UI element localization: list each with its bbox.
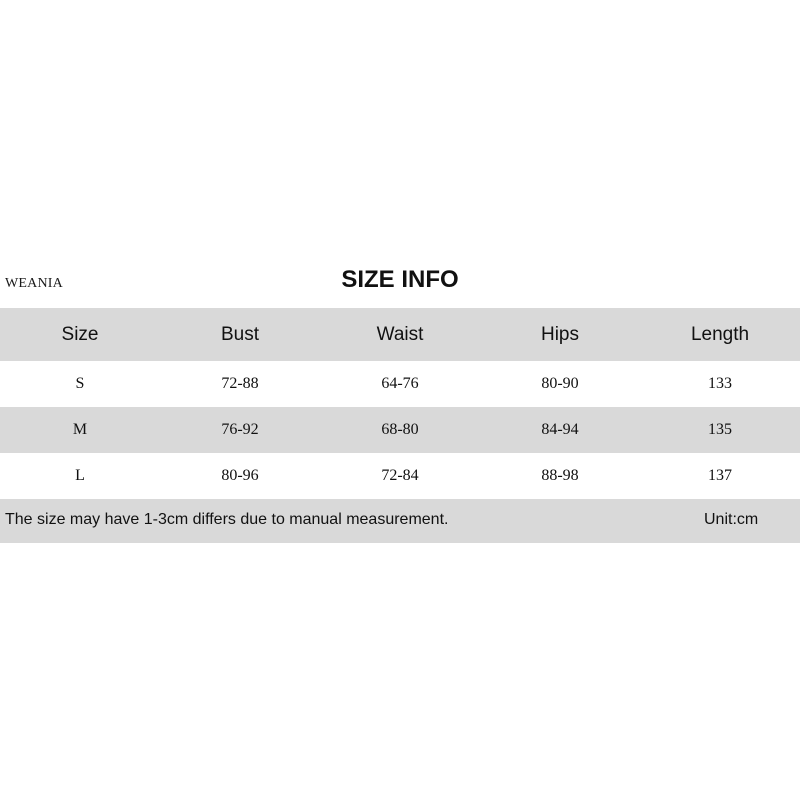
table-row [0, 453, 800, 499]
table-header-row [0, 308, 800, 361]
cell-waist: 72-84 [381, 467, 419, 484]
cell-size: L [75, 467, 85, 484]
unit-label: Unit:cm [704, 511, 759, 528]
cell-hips: 84-94 [541, 421, 579, 438]
header-size: Size [61, 323, 99, 345]
header-length: Length [690, 323, 750, 345]
cell-length: 135 [708, 421, 732, 438]
page-title: SIZE INFO [341, 266, 459, 293]
table-row [0, 361, 800, 407]
cell-length: 133 [708, 375, 732, 392]
header-waist: Waist [376, 323, 424, 345]
measurement-note: The size may have 1-3cm differs due to manual measurement. [5, 511, 449, 528]
header-bust: Bust [220, 323, 260, 345]
header-hips: Hips [540, 323, 579, 345]
cell-waist: 68-80 [381, 421, 419, 438]
table-row [0, 407, 800, 453]
table-footer [0, 499, 800, 543]
cell-bust: 76-92 [221, 421, 259, 438]
cell-bust: 80-96 [221, 467, 259, 484]
cell-hips: 80-90 [541, 375, 579, 392]
brand-logo: WEANIA [5, 276, 63, 291]
cell-hips: 88-98 [541, 467, 579, 484]
cell-length: 137 [708, 467, 732, 484]
cell-bust: 72-88 [221, 375, 259, 392]
cell-size: M [72, 421, 88, 438]
cell-waist: 64-76 [381, 375, 419, 392]
size-table [0, 308, 800, 499]
cell-size: S [75, 375, 85, 392]
